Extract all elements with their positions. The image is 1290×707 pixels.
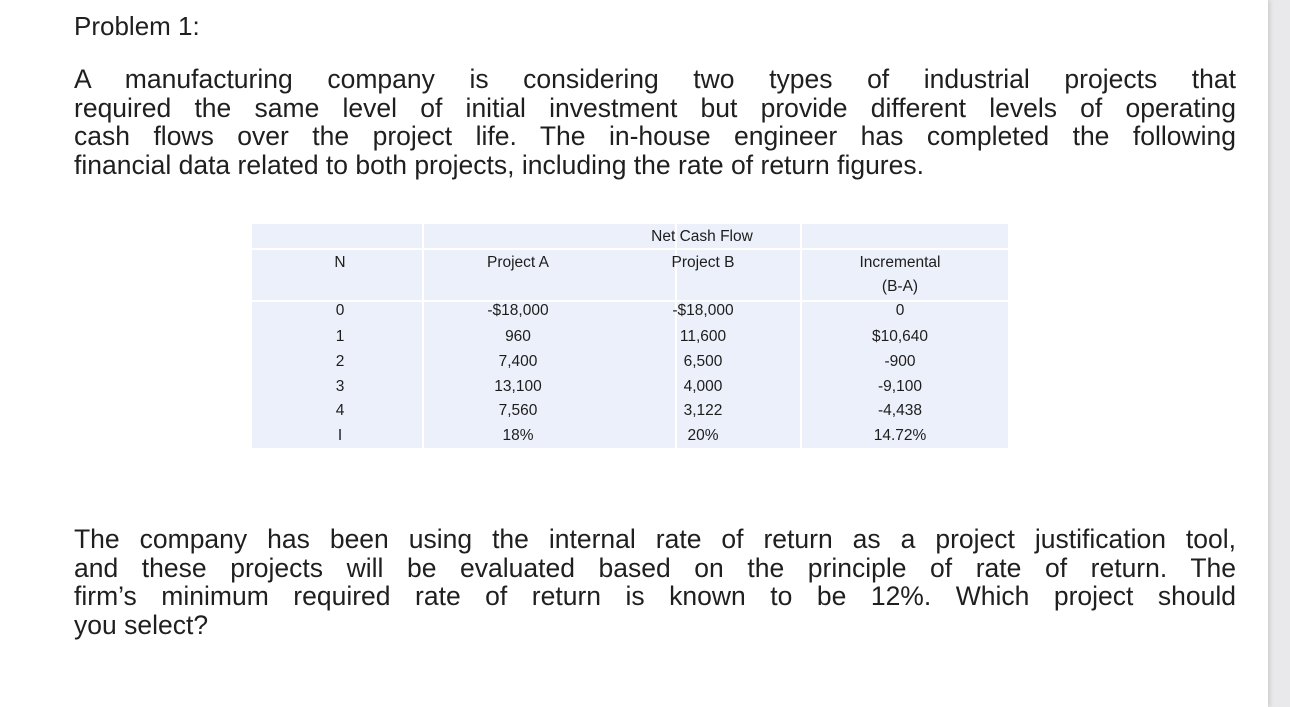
column-header-project-b: Project B bbox=[671, 254, 735, 271]
table-cell-project-b: 3,122 bbox=[683, 402, 723, 419]
table-cell-project-a: 7,560 bbox=[498, 402, 538, 419]
table-cell-project-a: 960 bbox=[505, 328, 531, 345]
question-line: The company has been using the internal rate of return as a project justification tool, bbox=[74, 524, 1236, 554]
table-cell-project-b: 6,500 bbox=[683, 353, 723, 370]
table-cell-project-b: 20% bbox=[687, 427, 719, 444]
table-column-divider bbox=[422, 224, 424, 448]
intro-line: A manufacturing company is considering two types of industrial projects that bbox=[74, 64, 1236, 94]
column-header-incremental-sub: (B-A) bbox=[881, 278, 919, 295]
table-cell-n: 3 bbox=[335, 378, 345, 395]
table-cell-incremental: -900 bbox=[884, 353, 916, 370]
column-header-n: N bbox=[334, 254, 346, 271]
table-cell-project-a: 7,400 bbox=[498, 353, 538, 370]
table-cell-incremental: 0 bbox=[895, 302, 905, 319]
table-cell-n: I bbox=[337, 427, 343, 444]
table-cell-n: 2 bbox=[335, 353, 345, 370]
table-cell-incremental: -9,100 bbox=[878, 378, 922, 395]
table-cell-incremental: 14.72% bbox=[873, 427, 927, 444]
question-line: you select? bbox=[74, 609, 209, 640]
table-cell-project-a: 18% bbox=[502, 427, 534, 444]
table-cell-incremental: -4,438 bbox=[878, 402, 922, 419]
table-cell-project-b: -$18,000 bbox=[672, 302, 734, 319]
problem-heading: Problem 1: bbox=[74, 11, 200, 41]
problem-question-paragraph bbox=[74, 525, 1236, 639]
intro-line: required the same level of initial investment but provide different levels of operating bbox=[74, 92, 1236, 123]
question-line: and these projects will be evaluated based on the principle of rate of return. The bbox=[74, 552, 1236, 583]
problem-intro-paragraph bbox=[74, 65, 1236, 179]
table-cell-n: 0 bbox=[335, 302, 345, 319]
column-header-project-a: Project A bbox=[486, 254, 550, 271]
table-cell-incremental: $10,640 bbox=[871, 328, 929, 345]
net-cash-flow-header: Net Cash Flow bbox=[651, 228, 753, 245]
table-column-divider bbox=[800, 224, 802, 448]
table-cell-n: 1 bbox=[335, 328, 345, 345]
intro-line: cash flows over the project life. The in-house engineer has completed the following bbox=[74, 121, 1236, 151]
cash-flow-table bbox=[252, 224, 1008, 448]
intro-line: financial data related to both projects, including the rate of return figures. bbox=[74, 149, 924, 180]
table-cell-project-b: 4,000 bbox=[683, 378, 723, 395]
table-cell-project-a: 13,100 bbox=[494, 378, 542, 395]
table-cell-project-a: -$18,000 bbox=[487, 302, 549, 319]
table-cell-n: 4 bbox=[335, 402, 345, 419]
table-cell-project-b: 11,600 bbox=[679, 328, 727, 345]
column-header-incremental: Incremental bbox=[859, 254, 941, 271]
question-line: firm’s minimum required rate of return is known to be 12%. Which project should bbox=[74, 581, 1236, 611]
